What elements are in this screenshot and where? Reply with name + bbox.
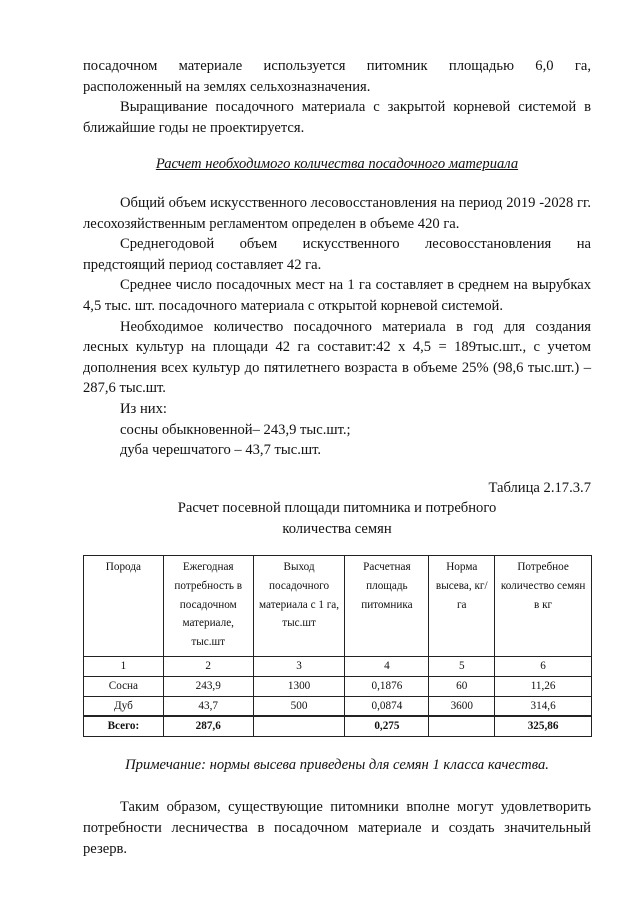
table-cell: 4	[345, 657, 429, 677]
table-cell: 314,6	[495, 696, 592, 716]
table-total-row	[84, 716, 592, 736]
table-cell: 0,275	[345, 716, 429, 736]
table-note: Примечание: нормы высева приведены для семян 1 класса качества.	[125, 756, 549, 773]
header-nursery-area: Расчетная площадь питомника	[345, 556, 429, 657]
section-heading: Расчет необходимого количества посадочного материала	[155, 156, 519, 173]
table-cell: 0,1876	[345, 677, 429, 697]
paragraph-continuation-line2: расположенный на землях сельхозназначения.	[83, 78, 371, 95]
header-species: Порода	[84, 556, 164, 657]
table-cell: 1	[84, 657, 164, 677]
table-cell: 60	[429, 677, 495, 697]
table-cell: 287,6	[163, 716, 253, 736]
table-cell: 43,7	[163, 696, 253, 716]
header-seeding-rate: Норма высева, кг/га	[429, 556, 495, 657]
header-yield: Выход посадочного материала с 1 га, тыс.шт	[253, 556, 345, 657]
paragraph-conclusion: Таким образом, существующие питомники вполне могут удовлетворить потребности лесничества в посадочном материале и создать значительный резерв.	[83, 799, 591, 857]
table-cell	[253, 716, 345, 736]
table-cell: 500	[253, 696, 345, 716]
table-cell	[429, 716, 495, 736]
paragraph-planting-density: Среднее число посадочных мест на 1 га составляет в среднем на вырубках 4,5 тыс. шт. посадочного материала с открытой корневой системой.	[83, 277, 591, 314]
list-item-oak: дуба черешчатого – 43,7 тыс.шт.	[120, 442, 322, 459]
table-cell: 11,26	[495, 677, 592, 697]
table-cell: 5	[429, 657, 495, 677]
paragraph-required-amount: Необходимое количество посадочного материала в год для создания лесных культур на площади 42 га составит:42 х 4,5 = 189тыс.шт., с учетом дополнения всех культур до пятилетнего возраста в объеме 25% (98,6 тыс.шт.) – 287,6 тыс.шт.	[83, 318, 591, 397]
table-title-line1: Расчет посевной площади питомника и потребного	[177, 500, 497, 517]
table-cell: 3	[253, 657, 345, 677]
table-cell: 3600	[429, 696, 495, 716]
header-seed-need: Потребное количество семян в кг	[495, 556, 592, 657]
paragraph-total-volume: Общий объем искусственного лесовосстановления на период 2019 -2028 гг. лесохозяйственным регламентом определен в объеме 420 га.	[83, 194, 591, 232]
paragraph-closed-root: Выращивание посадочного материала с закрытой корневой системой в ближайшие годы не проектируется.	[83, 99, 591, 136]
paragraph-annual-volume-line1: Среднегодовой объем искусственного лесовосстановления на	[120, 236, 591, 253]
paragraph-continuation-line1: посадочном материале используется питомник площадью 6,0 га,	[83, 58, 591, 74]
table-title-line2: количества семян	[282, 520, 392, 537]
table-cell: 1300	[253, 677, 345, 697]
paragraph-annual-volume-line2: предстоящий период составляет 42 га.	[83, 256, 322, 273]
header-annual-need: Ежегодная потребность в посадочном материале, тыс.шт	[163, 556, 253, 657]
table-number: Таблица 2.17.3.7	[488, 479, 591, 496]
document-page	[83, 56, 591, 859]
table-cell: 325,86	[495, 716, 592, 736]
table-cell: Сосна	[84, 677, 164, 697]
table-header-row	[84, 556, 592, 657]
table-row	[84, 696, 592, 716]
table-cell: 0,0874	[345, 696, 429, 716]
table-cell: Всего:	[84, 716, 164, 736]
table-cell: 2	[163, 657, 253, 677]
table-cell: Дуб	[84, 696, 164, 716]
list-intro: Из них:	[120, 400, 167, 417]
nursery-table	[83, 555, 592, 736]
table-row	[84, 677, 592, 697]
table-cell: 6	[495, 657, 592, 677]
list-item-pine: сосны обыкновенной– 243,9 тыс.шт.;	[120, 421, 351, 438]
table-number-row	[84, 657, 592, 677]
table-cell: 243,9	[163, 677, 253, 697]
